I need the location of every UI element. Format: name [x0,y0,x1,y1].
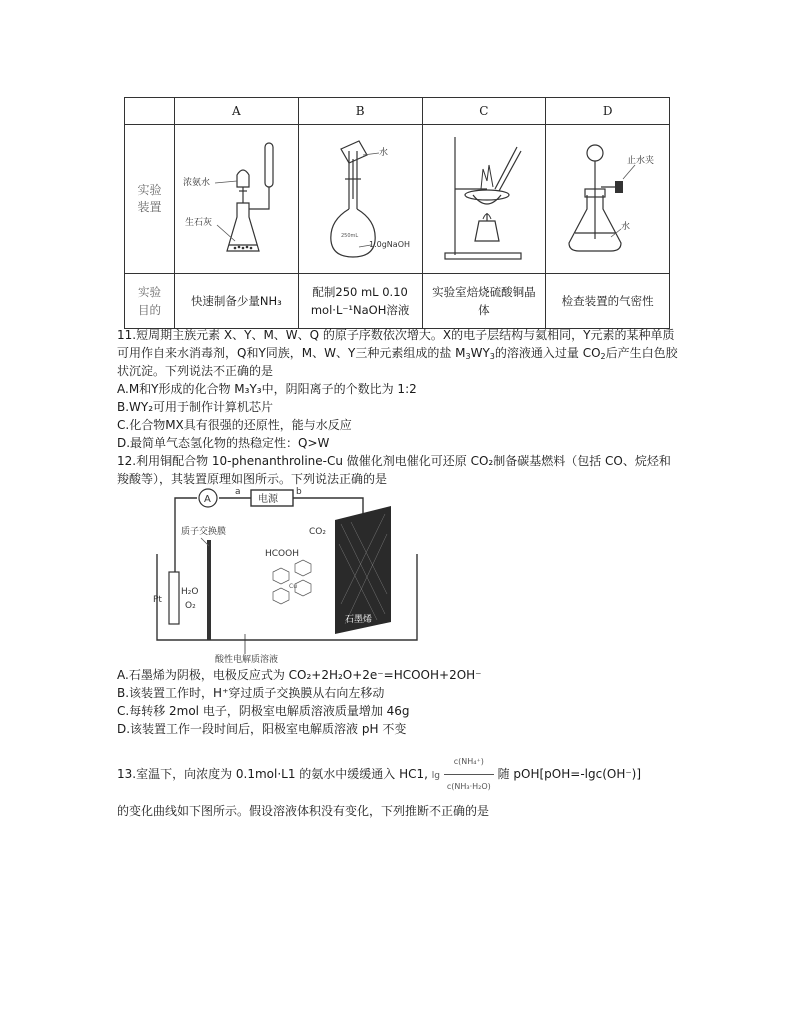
question-12-options [117,666,682,738]
question-12 [117,452,682,488]
q11-option-d: D.最简单气态氢化物的热稳定性：Q>W [117,436,330,450]
o2-label: O₂ [185,601,196,611]
row-label-device [125,125,175,274]
label-flask-volume: 250mL [341,233,359,239]
q12-option-b: B.该装置工作时，H⁺穿过质子交换膜从右向左移动 [117,686,385,700]
apparatus-b [298,125,422,274]
table-purpose-row [125,274,670,329]
co2-label: CO₂ [309,527,326,537]
power-source-label: 电源 [258,494,278,505]
label-quicklime: 生石灰 [185,218,213,228]
cu-label: Cu [289,583,297,590]
airtightness-check-illustration [549,129,667,269]
purpose-c: 实验室焙烧硫酸铜晶体 [422,274,546,329]
q11-option-c: C.化合物MX具有很强的还原性，能与水反应 [117,418,352,432]
q13-fraction-numerator: c(NH₄⁺) [444,750,494,775]
q13-fraction-denominator: c(NH₃·H₂O) [446,782,491,791]
column-header-c: C [422,98,546,125]
q13-stem-line2: 的变化曲线如下图所示。假设溶液体积没有变化，下列推断不正确的是 [117,804,490,818]
device-label-text: 实验装置 [137,183,162,214]
q11-stem-part1: 11.短周期主族元素 X、Y、M、W、Q 的原子序数依次增大。X的电子层结构与氦相同，Y元素的某种单质可用作自来水消毒剂，Q和Y同族，M、W、Y三种元素组成的盐 M [117,328,675,360]
table-device-row [125,125,670,274]
terminal-b-label: b [296,487,302,497]
label-water-d: 水 [620,222,630,232]
electrolyte-label: 酸性电解质溶液 [215,655,279,664]
q12-option-d: D.该装置工作一段时间后，阳极室电解质溶液 pH 不变 [117,722,407,736]
label-naoh: 1.0gNaOH [369,240,411,249]
table-corner [125,98,175,125]
q11-stem-part3: 的溶液通入过量 CO [494,346,601,360]
graphene-label: 石墨烯 [345,615,373,625]
membrane-label: 质子交换膜 [181,527,227,537]
q13-stem-line1 [117,750,682,799]
purpose-d: 检查装置的气密性 [546,274,670,329]
apparatus-c [422,125,546,274]
column-header-b: B [298,98,422,125]
ammonia-apparatus-illustration [177,129,295,269]
volumetric-flask-illustration [301,129,419,269]
q12-option-c: C.每转移 2mol 电子，阴极室电解质溶液质量增加 46g [117,704,410,718]
q11-option-a: A.M和Y形成的化合物 M₃Y₃中，阴阳离子的个数比为 1:2 [117,382,417,396]
terminal-a-label: a [235,487,241,497]
electrolysis-cell-diagram [145,484,435,664]
ammeter-label: A [204,494,211,505]
label-water-b: 水 [379,148,389,158]
table-header-row [125,98,670,125]
q13-stem-part1: 13.室温下，向浓度为 0.1mol·L1 的氨水中缓缓通入 HC1, [117,767,428,781]
apparatus-a [175,125,299,274]
q13-fraction [444,750,494,799]
column-header-d: D [546,98,670,125]
q13-stem-part2: 随 pOH[pOH=-lgc(OH⁻)] [497,767,642,781]
q11-stem: 11.短周期主族元素 X、Y、M、W、Q 的原子序数依次增大。X的电子层结构与氦相同，Y元素的某种单质可用作自来水消毒剂，Q和Y同族，M、W、Y三种元素组成的盐 $M_3WY_3$的溶液通入过量 $CO_2$后产生白色胶状沉淀。下列说法不正确的是 [117,328,678,378]
pt-electrode [169,572,179,624]
q13-lg: lg [431,771,441,781]
apparatus-d [546,125,670,274]
column-header-a: A [175,98,299,125]
purpose-label-text: 实验目的 [138,285,161,317]
q11-stem-part4: 后产生白色胶状沉淀。下列说法不正确的是 [117,346,678,378]
catalyst-complex-icon [273,560,311,604]
q12-option-a: A.石墨烯为阴极，电极反应式为 CO₂+2H₂O+2e⁻=HCOOH+2OH⁻ [117,668,482,682]
question-11 [117,326,682,452]
h2o-label: H₂O [181,587,199,597]
purpose-a: 快速制备少量NH₃ [175,274,299,329]
question-13 [117,750,682,823]
label-conc-ammonia: 浓氨水 [183,178,211,188]
hcooh-label: HCOOH [265,549,299,559]
q12-stem: 12.利用铜配合物 10-phenanthroline-Cu 做催化剂电催化可还原 CO₂制备碳基燃料（包括 CO、烷烃和羧酸等），其装置原理如图所示。下列说法正确的是 [117,454,671,486]
purpose-b: 配制250 mL 0.10 mol·L⁻¹NaOH溶液 [298,274,422,329]
label-stop-clip: 止水夹 [626,156,654,166]
crucible-heating-illustration [425,129,543,269]
pt-label: Pt [153,595,162,605]
row-label-purpose [125,274,175,329]
experiment-table [124,97,670,329]
q11-stem-part2: WY [470,346,490,360]
q11-option-b: B.WY₂可用于制作计算机芯片 [117,400,274,414]
